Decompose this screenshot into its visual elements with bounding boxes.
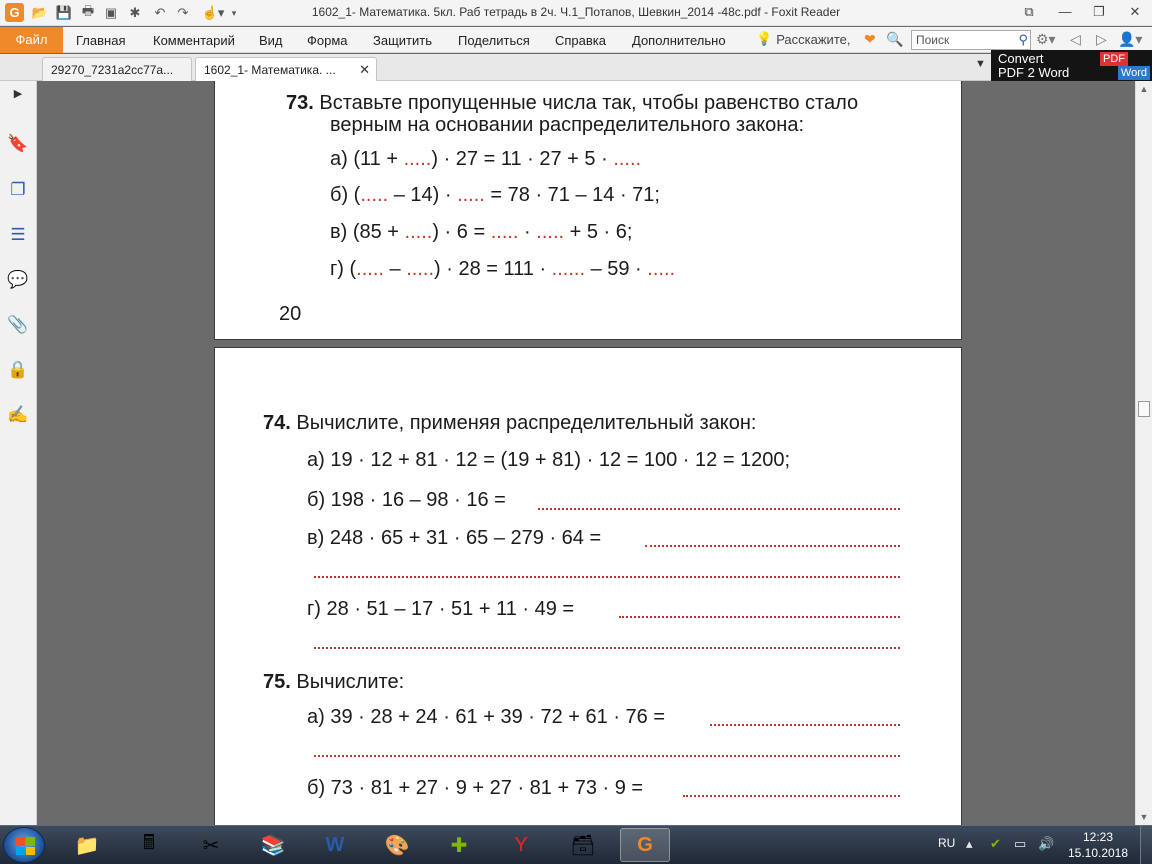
new-icon[interactable]: ✱ xyxy=(129,5,141,20)
page-number: 20 xyxy=(279,303,302,325)
scroll-thumb[interactable] xyxy=(1138,401,1150,417)
signature-icon[interactable]: ✍ xyxy=(7,405,29,424)
task-74-number: 74. xyxy=(263,412,291,434)
task-74-a: а) 19 · 12 + 81 · 12 = (19 + 81) · 12 = 100 · 12 = 1200; xyxy=(307,449,791,471)
foxit-logo-icon[interactable]: G xyxy=(5,3,24,22)
close-button[interactable]: ✕ xyxy=(1129,4,1141,19)
blank: ..... xyxy=(406,258,435,280)
text: · xyxy=(518,221,537,243)
winrar-taskbar-icon[interactable]: 🗃 xyxy=(570,834,596,857)
answer-line xyxy=(314,755,900,757)
blank: ..... xyxy=(536,221,565,243)
blank: ...... xyxy=(551,258,586,280)
convert-line1: Convert xyxy=(998,51,1044,66)
find-folder-icon[interactable]: 🔍 xyxy=(886,31,904,47)
task-74-v: в) 248 · 65 + 31 · 65 – 279 · 64 = xyxy=(307,527,602,549)
paint-taskbar-icon[interactable]: 🎨 xyxy=(384,834,410,857)
blank: ..... xyxy=(490,221,519,243)
menu-form[interactable]: Форма xyxy=(307,33,348,48)
word-badge: Word xyxy=(1118,66,1150,80)
task-74-b: б) 198 · 16 – 98 · 16 = xyxy=(307,489,506,511)
show-hidden-icons-icon[interactable]: ▴ xyxy=(966,836,973,851)
security-lock-icon[interactable]: 🔒 xyxy=(7,360,29,379)
answer-line xyxy=(710,724,900,726)
books-taskbar-icon[interactable]: 📚 xyxy=(260,834,286,857)
volume-icon[interactable]: 🔊 xyxy=(1038,836,1055,851)
word-taskbar-icon[interactable]: W xyxy=(325,833,345,856)
yandex-browser-taskbar-icon[interactable]: Y xyxy=(514,833,528,856)
document-viewer[interactable] xyxy=(37,81,1135,825)
hand-tool-icon[interactable]: ☝▾ xyxy=(201,5,225,20)
windows-taskbar xyxy=(0,825,1152,864)
show-desktop-button[interactable] xyxy=(1140,826,1152,864)
blank: ..... xyxy=(403,148,432,170)
task-74-g: г) 28 · 51 – 17 · 51 + 11 · 49 = xyxy=(307,598,575,620)
task-73-heading xyxy=(286,92,858,115)
answer-line xyxy=(314,647,900,649)
clock-date[interactable]: 15.10.2018 xyxy=(1067,846,1129,860)
snipping-tool-taskbar-icon[interactable]: ✂ xyxy=(202,834,220,857)
save-icon[interactable]: 💾 xyxy=(55,5,73,20)
vertical-scrollbar[interactable] xyxy=(1135,81,1152,825)
scroll-down-arrow-icon[interactable]: ▼ xyxy=(1139,812,1149,822)
task-73-g xyxy=(330,258,675,281)
text: ) · 27 = 11 · 27 + 5 · xyxy=(431,148,614,170)
blank: ..... xyxy=(457,184,485,206)
task-75-text: Вычислите: xyxy=(296,671,405,693)
navigation-panel xyxy=(0,81,37,825)
foxit-reader-taskbar-icon[interactable]: G xyxy=(620,828,670,862)
properties-icon[interactable]: ▣ xyxy=(104,5,118,20)
blank: ..... xyxy=(404,221,433,243)
scroll-up-arrow-icon[interactable]: ▲ xyxy=(1139,84,1149,94)
answer-line xyxy=(683,795,900,797)
task-74-text: Вычислите, применяя распределительный закон: xyxy=(296,412,757,434)
answer-line xyxy=(538,508,900,510)
menu-extra[interactable]: Дополнительно xyxy=(632,33,726,48)
menu-home[interactable]: Главная xyxy=(76,33,126,48)
tab-list-dropdown-icon[interactable]: ▼ xyxy=(975,58,986,70)
answer-line xyxy=(314,576,900,578)
comments-icon[interactable]: 💬 xyxy=(7,270,29,289)
task-74-heading xyxy=(263,412,756,435)
title-bar xyxy=(0,0,1152,26)
text: = 78 · 71 – 14 · 71; xyxy=(484,184,660,206)
text: – 59 · xyxy=(585,258,648,280)
text: ) · 6 = xyxy=(432,221,491,243)
text: г) ( xyxy=(330,258,357,280)
back-arrow-icon[interactable]: ◁ xyxy=(1070,31,1081,47)
pdf-page-21 xyxy=(214,347,962,825)
layout-icon[interactable]: ⧉ xyxy=(1024,4,1034,19)
tab-label: 1602_1- Математика. ... xyxy=(204,63,336,77)
text: б) ( xyxy=(330,184,361,206)
menu-share[interactable]: Поделиться xyxy=(458,33,530,48)
tab-document-2[interactable] xyxy=(195,57,377,81)
clock-time[interactable]: 12:23 xyxy=(1082,830,1114,844)
answer-line xyxy=(645,545,900,547)
bookmark-icon[interactable]: 🔖 xyxy=(7,134,29,153)
network-icon[interactable]: ▭ xyxy=(1014,836,1027,851)
menu-view[interactable]: Вид xyxy=(259,33,283,48)
user-account-icon[interactable]: 👤▾ xyxy=(1118,31,1143,47)
restore-button[interactable]: ❐ xyxy=(1093,4,1105,19)
window-title: 1602_1- Математика. 5кл. Раб тетрадь в 2ч. Ч.1_Потапов, Шевкин_2014 -48с.pdf - Foxit Reader xyxy=(311,5,841,19)
tab-document-1[interactable] xyxy=(42,57,192,81)
layers-icon[interactable]: ☰ xyxy=(10,225,26,244)
text: – 14) · xyxy=(388,184,458,206)
ribbon-menu xyxy=(0,27,1152,53)
answer-line xyxy=(619,616,900,618)
task-75-heading xyxy=(263,671,404,694)
attachments-icon[interactable]: 📎 xyxy=(7,315,29,334)
menu-comment[interactable]: Комментарий xyxy=(153,33,235,48)
menu-help[interactable]: Справка xyxy=(555,33,606,48)
blank: ..... xyxy=(356,258,384,280)
pdf-badge: PDF xyxy=(1100,52,1128,66)
menu-protect[interactable]: Защитить xyxy=(373,33,432,48)
customize-toolbar-icon[interactable]: ▾ xyxy=(231,7,237,18)
start-button[interactable] xyxy=(3,827,45,863)
menu-file[interactable]: Файл xyxy=(0,27,63,53)
task-75-b: б) 73 · 81 + 27 · 9 + 27 · 81 + 73 · 9 = xyxy=(307,777,644,799)
forward-arrow-icon[interactable]: ▷ xyxy=(1096,31,1107,47)
minimize-button[interactable]: — xyxy=(1058,4,1072,19)
windows-logo-icon xyxy=(16,837,34,855)
expand-panel-icon[interactable]: ▶ xyxy=(13,88,23,100)
search-icon[interactable]: ⚲ xyxy=(1018,32,1028,47)
task-75-number: 75. xyxy=(263,671,291,693)
redo-icon[interactable]: ↷ xyxy=(177,5,189,20)
task-75-a: а) 39 · 28 + 24 · 61 + 39 · 72 + 61 · 76 = xyxy=(307,706,666,728)
close-tab-icon[interactable]: ✕ xyxy=(359,62,370,77)
tell-me-label: Расскажите, xyxy=(776,31,851,47)
task-73-text-line2: верным на основании распределительного закона: xyxy=(330,114,805,136)
task-73-b xyxy=(330,184,660,207)
tell-me-box[interactable] xyxy=(756,31,850,47)
blank: ..... xyxy=(360,184,389,206)
task-73-number: 73. xyxy=(286,92,314,114)
blank: ..... xyxy=(613,148,642,170)
text: а) (11 + xyxy=(330,148,404,170)
task-73-a xyxy=(330,148,641,171)
safely-remove-icon[interactable]: ✔ xyxy=(990,836,1001,851)
tab-label: 29270_7231a2cc77a... xyxy=(51,63,174,77)
convert-pdf-to-word-button[interactable] xyxy=(991,50,1152,81)
open-folder-icon[interactable]: 📂 xyxy=(31,5,49,20)
green-plus-taskbar-icon[interactable]: ✚ xyxy=(450,834,468,857)
lightbulb-icon: 💡 xyxy=(756,31,773,46)
pdf-page-20 xyxy=(214,81,962,340)
search-placeholder: Поиск xyxy=(916,33,950,47)
task-73-v xyxy=(330,221,632,244)
task-73-text-line1: Вставьте пропущенные числа так, чтобы равенство стало xyxy=(319,92,859,114)
settings-gear-icon[interactable]: ⚙▾ xyxy=(1036,31,1056,47)
print-icon[interactable]: 🖶 xyxy=(81,3,95,18)
calculator-taskbar-icon[interactable]: 🖩 xyxy=(143,832,155,854)
input-language-indicator[interactable]: RU xyxy=(938,836,956,850)
text: + 5 · 6; xyxy=(564,221,633,243)
text: в) (85 + xyxy=(330,221,405,243)
text: – xyxy=(383,258,407,280)
heart-icon[interactable]: ❤ xyxy=(864,31,876,47)
search-input[interactable] xyxy=(911,30,1031,50)
pages-thumbnail-icon[interactable]: ❐ xyxy=(10,180,26,199)
undo-icon[interactable]: ↶ xyxy=(154,5,166,20)
blank: ..... xyxy=(647,258,676,280)
explorer-taskbar-icon[interactable]: 📁 xyxy=(74,834,100,857)
text: ) · 28 = 111 · xyxy=(434,258,552,280)
convert-line2: PDF 2 Word xyxy=(998,65,1070,80)
